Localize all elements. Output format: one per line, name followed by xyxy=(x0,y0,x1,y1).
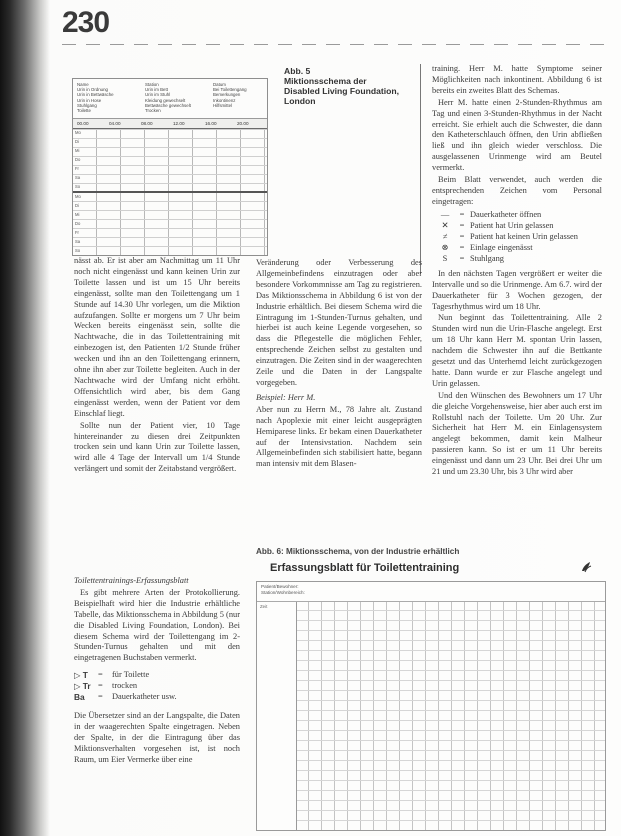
manufacturer-logo-icon xyxy=(580,561,592,573)
legend-text: für Toilette xyxy=(112,670,150,680)
caption-line: London xyxy=(284,96,316,106)
legend-text: Urin im Stuhl xyxy=(145,92,171,98)
row-label: Fr xyxy=(75,230,79,235)
caption-line: Disabled Living Foundation, xyxy=(284,86,400,96)
form-grid xyxy=(73,129,267,255)
legend-text: Dauerkatheter usw. xyxy=(112,692,177,702)
symbol: ✕ xyxy=(441,220,449,230)
paragraph: Und den Wünschen des Bewohners um 17 Uhr die gleiche Vorgehensweise, hier aber auch erst im Rollstuhl nach der Toilette. Um 20 Uhr. Zur Sicherheit hat Herr M. ein Einlagensystem angelegt bekommen, damit kein Malheur passieren kann. So ist er um 11 Uhr bereits eingenässt und dann um 23 Uhr. Bei drei Uhr um 21 und um 23.30 Uhr, bis 3 Uhr wird aber xyxy=(432,390,602,477)
legend-text: Urin in Ordnung xyxy=(77,87,108,93)
sheet-header-line: Patient/Bewohner: xyxy=(261,584,299,589)
book-spine-shadow xyxy=(0,0,50,836)
sheet-header-line: Station/Wohnbereich: xyxy=(261,590,305,595)
symbol-meaning: Patient hat Urin gelassen xyxy=(470,220,554,230)
time-label: 04.00 xyxy=(109,121,121,126)
figure2-title: Abb. 6: Miktionsschema, von der Industrie erhältlich xyxy=(256,547,460,556)
legend-equals: = xyxy=(98,681,103,691)
text-column-left-lower xyxy=(74,572,240,767)
paragraph: In den nächsten Tagen vergrößert er weiter die Intervalle und so die Urinmenge. Am 6.7. wird der Dauerkatheter für 3 Wochen gezogen, der Tagesrhythmus wird um 18 Uhr. xyxy=(432,268,602,311)
legend-equals: = xyxy=(98,670,103,680)
legend-text: trocken xyxy=(112,681,138,691)
row-label: Do xyxy=(75,157,81,162)
header-rule xyxy=(62,44,607,45)
paragraph: training. Herr M. hatte Symptome seiner Möglichkeiten nach inkontinent. Abbildung 6 ist bereits ein zweites Blatt des Schemas. xyxy=(432,64,602,95)
symbol-equals: = xyxy=(459,220,465,230)
legend-column-1 xyxy=(77,82,137,113)
figure1-caption xyxy=(284,66,404,106)
symbol-row xyxy=(436,243,602,254)
legend-column-2 xyxy=(145,82,209,113)
row-label: Sa xyxy=(75,239,81,244)
time-label: 12.00 xyxy=(173,121,185,126)
paragraph: Veränderung oder Verbesserung des Allgemeinbefindens einzutragen oder aber besondere Vorkommnisse am Tag zu registrieren. Das Miktionsschema in Abbildung 6 ist von der Industrie erhältlich. Bei diesem Schema wird die Eintragung im 1-Stunden-Turnus gehalten, und hierbei ist auch keine Legende vorgesehen, so dass die Pflegestelle die möglichen Fehler, entsprechende Zeichen selbst zu gestalten und einzutragen. Die Zeiten sind in der waagerechten Zeile und die Daten in der Langspalte vorgegeben. xyxy=(256,258,422,387)
section-subhead: Beispiel: Herr M. xyxy=(256,392,316,402)
legend-text: Urin in Bettwäsche xyxy=(77,92,114,98)
paragraph: Sollte nun der Patient vier, 10 Tage hintereinander zu diesen drei Zeitpunkten trocken sein und kann Urin zur Toilette lassen, wird alle 4 Tage der Intervall um 1/4 Stunde verlängert und somit der Zeitabstand vergrößert. xyxy=(74,420,240,474)
text-column-left-upper xyxy=(74,256,240,476)
row-label: Di xyxy=(75,203,79,208)
caption-line: Abb. 5 xyxy=(284,66,311,76)
legend-text: Datum xyxy=(213,82,226,87)
row-label: So xyxy=(75,184,81,189)
text-column-right xyxy=(432,64,602,479)
time-label: 08.00 xyxy=(141,121,153,126)
legend-equals: = xyxy=(98,692,103,702)
legend-text: Trocken xyxy=(145,108,161,114)
time-label: 00.00 xyxy=(77,121,89,126)
legend-text: Urin im Bett xyxy=(145,87,168,93)
symbol-meaning: Stuhlgang xyxy=(470,253,504,263)
legend-text: Name xyxy=(77,82,89,87)
symbol-row xyxy=(436,210,602,221)
row-label: Mi xyxy=(75,212,80,217)
time-label: 16.00 xyxy=(205,121,217,126)
legend-symbol: Ba xyxy=(74,692,85,703)
margin-bracket xyxy=(420,64,426,274)
legend-symbol: ▷ T xyxy=(74,670,88,681)
legend-text: Bettwäsche gewechselt xyxy=(145,102,191,108)
row-label: Di xyxy=(75,139,79,144)
legend-symbol: ▷ Tr xyxy=(74,681,91,692)
legend-row xyxy=(74,681,240,692)
symbol: — xyxy=(440,209,450,219)
legend-text: Kleidung gewechselt xyxy=(145,97,186,103)
row-label: Fr xyxy=(75,166,79,171)
caption-line: Miktionsschema der xyxy=(284,76,367,86)
legend-row xyxy=(74,670,240,681)
form-time-header xyxy=(73,119,267,129)
time-label: 20.00 xyxy=(237,121,249,126)
paragraph: Es gibt mehrere Arten der Protokollierung. Beispielhaft wird hier die Industrie erhältliche Tabelle, das Miktionsschema in Abbildung 5 (nur die Disabled Living Foundation, London). Bei diesem Schema wird der Toilettengang im 2-Stunden-Turnus gehalten und mit den eingetragenen Buchstaben vermerkt. xyxy=(74,587,240,663)
paragraph: Beim Blatt verwendet, auch werden die entsprechenden Zeichen vom Personal eingetragen: xyxy=(432,175,602,206)
row-label: Sa xyxy=(75,175,81,180)
paragraph: Die Übersetzer sind an der Langspalte, die Daten in der waagerechten Spalte eingetragen. Neben der Spalte, in der die Eintragung über das Miktionsverhalten vorgesehen ist, ist noch Raum, um Eier Vermerke über eine xyxy=(74,711,240,764)
symbol: ⊗ xyxy=(441,242,449,252)
symbol-row xyxy=(436,254,602,265)
paragraph: nässt ab. Er ist aber am Nachmittag um 11 Uhr noch nicht eingenässt und kann keinen Urin zur Toilette lassen und ist um 15 Uhr bereits eingenässt, sollte man den Toilettengang um 1 Stunde auf 14.30 Uhr vorlegen, um die Miktion aufzufangen. Sollte er morgens um 7 Uhr beim Wecken bereits eingenässt sein, sollte die Nachtwache, die in das Toilettentraining mit einbezogen ist, den Patienten 1/2 Stunde früher wecken und ihn an den Toilettengang erinnern, ohne ihn aber zur Toilette begleiten. Auch in der Nachtwache wird der Umfang nicht erhöht. Offensichtlich wird aber, bis dem Gang eingenässt werden, wenn der Patient vor dem Einschlaf liegt. xyxy=(74,256,240,418)
legend-row xyxy=(74,692,240,703)
row-label: Do xyxy=(75,221,81,226)
symbol-meaning: Dauerkatheter öffnen xyxy=(470,209,542,219)
toilet-training-sheet xyxy=(256,581,606,831)
symbol-legend xyxy=(74,670,240,703)
sheet-grid xyxy=(257,602,605,830)
symbol-row xyxy=(436,221,602,232)
marking-symbols-list xyxy=(436,210,602,265)
paragraph: Aber nun zu Herrn M., 78 Jahre alt. Zustand nach Apoplexie mit einer leicht ausgeprägten Hemiparese links. Er bekam einen Dauerkatheter auf der Intensivstation. Nachdem sein Allgemeinbefinden sich stabilisiert hatte, begann man intensiv mit dem Blasen- xyxy=(256,404,422,469)
row-label: Mo xyxy=(75,194,81,199)
legend-text: Hilfsmittel xyxy=(213,102,233,108)
form-legend xyxy=(73,79,267,119)
symbol-equals: = xyxy=(459,231,465,241)
legend-text: Station xyxy=(145,82,159,87)
symbol-row xyxy=(436,232,602,243)
figure2-heading: Erfassungsblatt für Toilettentraining xyxy=(270,562,460,574)
symbol-equals: = xyxy=(459,209,465,219)
page-number: 230 xyxy=(62,6,110,39)
symbol-meaning: Einlage eingenässt xyxy=(470,242,533,252)
legend-text: Stuhlgang xyxy=(77,102,97,108)
legend-text: Inkontinenz xyxy=(213,97,236,103)
paragraph: Nun beginnt das Toilettentraining. Alle 2 Stunden wird nun die Urin-Flasche angelegt. Erst um 18 Uhr kann Herr M. spontan Urin lassen, nachdem die Schwester ihn auf die Bettkante gesetzt und das Unterhemd leicht zurückgezogen hatte. Dann wurde er zur Flasche angelegt und Urin gelassen. xyxy=(432,313,602,388)
row-label: Mi xyxy=(75,148,80,153)
legend-column-3 xyxy=(213,82,267,108)
legend-text: Urin in Hose xyxy=(77,97,102,103)
paragraph: Herr M. hatte einen 2-Stunden-Rhythmus am Tag und einen 3-Stunden-Rhythmus in der Nacht erreicht. Sie erhielt auch die Schwester, die dann den Katheterschlauch öffnen, den Urin abfließen ließ und ihn gleich wieder verschloss. Die ausgelassenen Urinmenge wird am Beutel vermerkt. xyxy=(432,97,602,173)
symbol: ≠ xyxy=(442,231,448,241)
section-subhead: Toilettentrainings-Erfassungsblatt xyxy=(74,576,189,585)
row-label: Mo xyxy=(75,130,81,135)
legend-text: Bei Toilettengang xyxy=(213,87,247,93)
legend-text: Bemerkungen xyxy=(213,92,241,98)
miktion-form-figure xyxy=(72,78,268,256)
legend-text: Toilette xyxy=(77,108,91,114)
row-label: So xyxy=(75,248,81,253)
sheet-row-label: Zeit xyxy=(260,604,268,609)
symbol-equals: = xyxy=(459,253,465,263)
symbol-equals: = xyxy=(459,242,465,252)
week-divider xyxy=(73,191,267,193)
symbol-meaning: Patient hat keinen Urin gelassen xyxy=(470,231,578,241)
symbol: S xyxy=(442,253,448,263)
text-column-middle xyxy=(256,258,422,471)
sheet-header xyxy=(257,582,605,602)
sheet-date-column xyxy=(257,602,297,830)
